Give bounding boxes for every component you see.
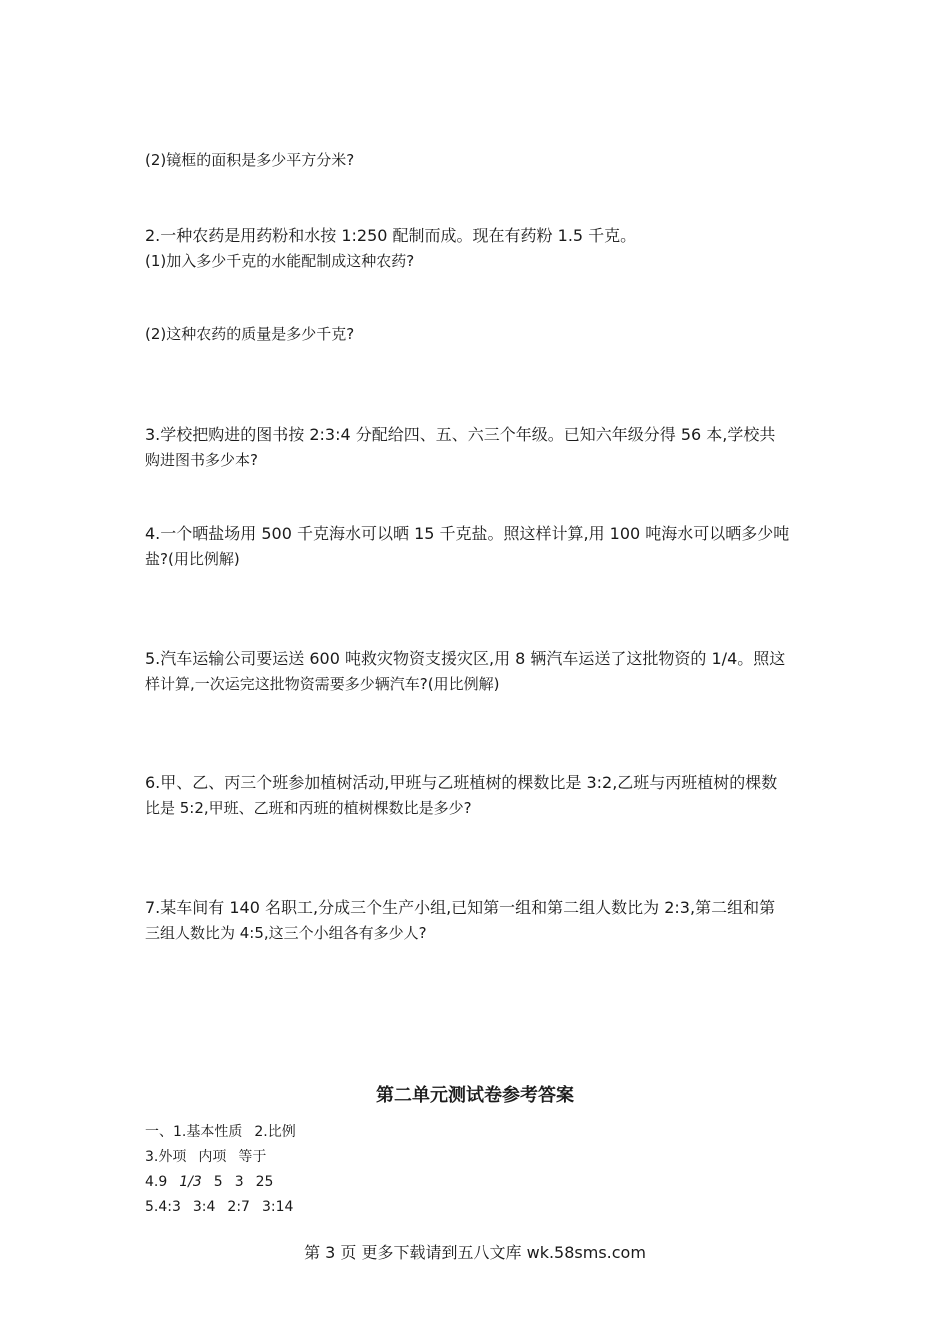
problem-2-statement: 2.一种农药是用药粉和水按 1:250 配制而成。现在有药粉 1.5 千克。 bbox=[145, 226, 637, 245]
answer-line-5 bbox=[145, 1196, 293, 1218]
answer-4-item-2: 1/3 bbox=[179, 1174, 202, 1190]
problem-6-line-1: 6.甲、乙、丙三个班参加植树活动,甲班与乙班植树的棵数比是 3:2,乙班与丙班植树的棵数 bbox=[145, 773, 778, 792]
problem-7-line-1: 7.某车间有 140 名职工,分成三个生产小组,已知第一组和第二组人数比为 2:3,第二组和第 bbox=[145, 898, 776, 917]
answer-4-item-3: 5 bbox=[213, 1174, 223, 1190]
answer-5-item-3: 2:7 bbox=[227, 1199, 250, 1215]
problem-4-line-1: 4.一个晒盐场用 500 千克海水可以晒 15 千克盐。照这样计算,用 100 吨海水可以晒多少吨 bbox=[145, 524, 790, 543]
answer-4-item-5: 25 bbox=[255, 1174, 274, 1190]
problem-2-part-2: (2)这种农药的质量是多少千克? bbox=[145, 325, 355, 343]
answer-5-item-2: 3:4 bbox=[192, 1199, 216, 1215]
page-footer: 第 3 页 更多下载请到五八文库 wk.58sms.com bbox=[304, 1243, 646, 1262]
problem-5-line-2: 样计算,一次运完这批物资需要多少辆汽车?(用比例解) bbox=[145, 675, 500, 693]
problem-1-part-2: (2)镜框的面积是多少平方分米? bbox=[145, 151, 355, 169]
answer-5-item-4: 3:14 bbox=[261, 1199, 294, 1215]
answer-1-item-1: 一、1.基本性质 bbox=[145, 1124, 243, 1140]
answer-4-item-4: 3 bbox=[234, 1174, 244, 1190]
answer-line-4 bbox=[145, 1171, 273, 1193]
answer-4-item-1: 4.9 bbox=[145, 1174, 168, 1190]
problem-4-line-2: 盐?(用比例解) bbox=[145, 550, 240, 568]
answer-5-item-1: 5.4:3 bbox=[145, 1199, 181, 1215]
problem-3-line-2: 购进图书多少本? bbox=[145, 451, 258, 469]
problem-5-line-1: 5.汽车运输公司要运送 600 吨救灾物资支援灾区,用 8 辆汽车运送了这批物资的 1/4。照这 bbox=[145, 649, 786, 668]
answer-3-item-2: 内项 bbox=[198, 1149, 227, 1165]
answer-line-1 bbox=[145, 1121, 296, 1143]
problem-3-line-1: 3.学校把购进的图书按 2:3:4 分配给四、五、六三个年级。已知六年级分得 56 本,学校共 bbox=[145, 425, 776, 444]
answer-3-item-1: 3.外项 bbox=[145, 1149, 187, 1165]
problem-6-line-2: 比是 5:2,甲班、乙班和丙班的植树棵数比是多少? bbox=[145, 799, 472, 817]
answer-1-item-2: 2.比例 bbox=[254, 1124, 296, 1140]
answers-title: 第二单元测试卷参考答案 bbox=[376, 1085, 574, 1106]
problem-7-line-2: 三组人数比为 4:5,这三个小组各有多少人? bbox=[145, 924, 427, 942]
problem-2-part-1: (1)加入多少千克的水能配制成这种农药? bbox=[145, 252, 415, 270]
answer-3-item-3: 等于 bbox=[238, 1149, 267, 1165]
answer-line-3 bbox=[145, 1146, 266, 1168]
